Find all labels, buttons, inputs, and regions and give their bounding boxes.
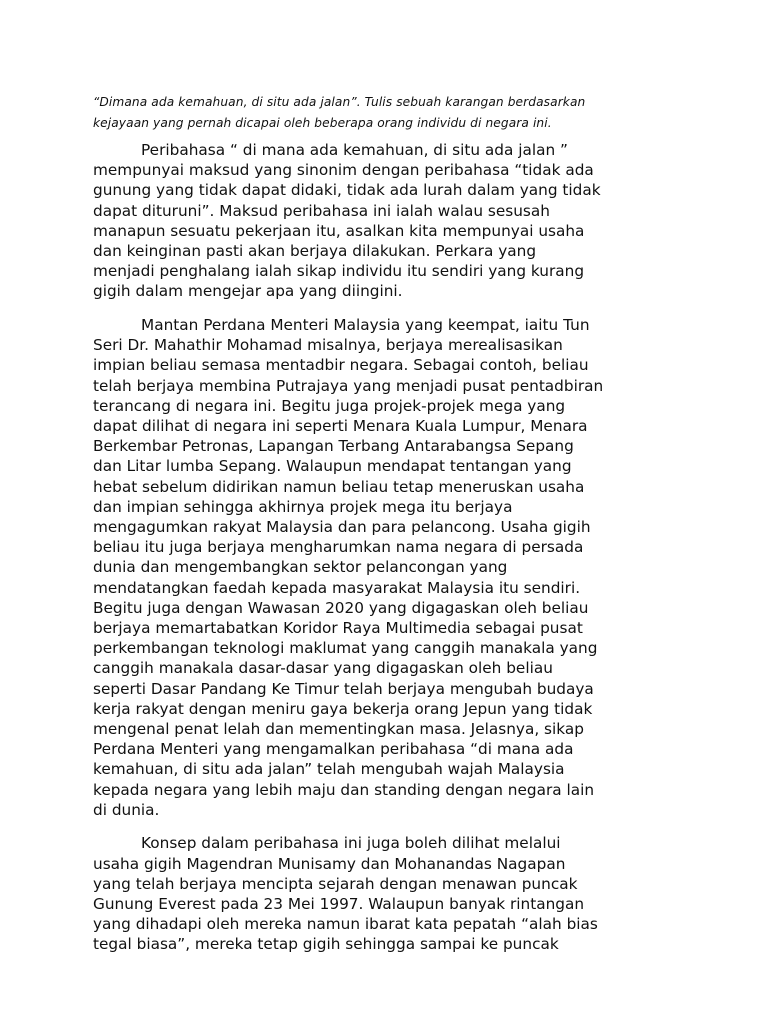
paragraph-line: hebat sebelum didirikan namun beliau tetap meneruskan usaha	[93, 477, 585, 496]
essay-paragraph	[93, 140, 713, 302]
paragraph-line: Seri Dr. Mahathir Mohamad misalnya, berjaya merealisasikan	[93, 336, 563, 355]
paragraph-line: impian beliau semasa mentadbir negara. Sebagai contoh, beliau	[93, 356, 589, 375]
paragraph-line: usaha gigih Magendran Munisamy dan Mohanandas Nagapan	[93, 854, 566, 873]
paragraph-line: dapat dituruni”. Maksud peribahasa ini ialah walau sesusah	[93, 201, 550, 220]
paragraph-line: canggih manakala dasar-dasar yang digagaskan oleh beliau	[93, 659, 553, 678]
paragraph-line: telah berjaya membina Putrajaya yang menjadi pusat pentadbiran	[93, 376, 604, 395]
paragraph-line: kemahuan, di situ ada jalan” telah mengubah wajah Malaysia	[93, 760, 565, 779]
question-line: “Dimana ada kemahuan, di situ ada jalan”. Tulis sebuah karangan berdasarkan	[93, 95, 586, 109]
paragraph-line: Gunung Everest pada 23 Mei 1997. Walaupun banyak rintangan	[93, 894, 585, 913]
paragraph-line: di dunia.	[93, 800, 160, 819]
paragraph-line: mempunyai maksud yang sinonim dengan peribahasa “tidak ada	[93, 161, 594, 180]
paragraph-line: Peribahasa “ di mana ada kemahuan, di situ ada jalan ”	[141, 141, 568, 159]
paragraph-line: gigih dalam mengejar apa yang diingini.	[93, 282, 403, 301]
paragraph-line: tegal biasa”, mereka tetap gigih sehingga sampai ke puncak	[93, 935, 559, 954]
paragraph-line: yang telah berjaya mencipta sejarah dengan menawan puncak	[93, 874, 578, 893]
paragraph-line: berjaya memartabatkan Koridor Raya Multimedia sebagai pusat	[93, 618, 583, 637]
paragraph-line: beliau itu juga berjaya mengharumkan nama negara di persada	[93, 538, 584, 557]
paragraph-line: Mantan Perdana Menteri Malaysia yang keempat, iaitu Tun	[141, 315, 590, 334]
paragraph-line: terancang di negara ini. Begitu juga projek-projek mega yang	[93, 396, 566, 415]
paragraph-line: dan Litar lumba Sepang. Walaupun mendapat tentangan yang	[93, 457, 572, 476]
paragraph-line: Perdana Menteri yang mengamalkan peribahasa “di mana ada	[93, 740, 574, 759]
paragraph-line: Konsep dalam peribahasa ini juga boleh dilihat melalui	[141, 834, 561, 853]
paragraph-line: mengenal penat lelah dan mementingkan masa. Jelasnya, sikap	[93, 719, 584, 738]
question-line: kejayaan yang pernah dicapai oleh beberapa orang individu di negara ini.	[93, 116, 552, 130]
paragraph-line: dan impian sehingga akhirnya projek mega itu berjaya	[93, 497, 513, 516]
paragraph-line: gunung yang tidak dapat didaki, tidak ada lurah dalam yang tidak	[93, 181, 601, 200]
essay-question	[93, 92, 683, 134]
paragraph-line: menjadi penghalang ialah sikap individu itu sendiri yang kurang	[93, 262, 585, 281]
paragraph-line: mendatangkan faedah kepada masyarakat Malaysia itu sendiri.	[93, 578, 581, 597]
paragraph-line: seperti Dasar Pandang Ke Timur telah berjaya mengubah budaya	[93, 679, 594, 698]
paragraph-line: Berkembar Petronas, Lapangan Terbang Antarabangsa Sepang	[93, 437, 574, 456]
paragraph-line: mengagumkan rakyat Malaysia dan para pelancong. Usaha gigih	[93, 517, 591, 536]
essay-paragraph	[93, 833, 713, 954]
paragraph-line: dapat dilihat di negara ini seperti Menara Kuala Lumpur, Menara	[93, 416, 588, 435]
paragraph-line: dunia dan mengembangkan sektor pelancongan yang	[93, 558, 508, 577]
paragraph-line: manapun sesuatu pekerjaan itu, asalkan kita mempunyai usaha	[93, 221, 585, 240]
paragraph-line: yang dihadapi oleh mereka namun ibarat kata pepatah “alah bias	[93, 915, 598, 934]
paragraph-line: kerja rakyat dengan meniru gaya bekerja orang Jepun yang tidak	[93, 699, 593, 718]
essay-body	[93, 140, 713, 968]
paragraph-line: dan keinginan pasti akan berjaya dilakukan. Perkara yang	[93, 242, 537, 261]
paragraph-line: kepada negara yang lebih maju dan standing dengan negara lain	[93, 780, 595, 799]
essay-paragraph	[93, 315, 713, 820]
paragraph-line: perkembangan teknologi maklumat yang canggih manakala yang	[93, 639, 598, 658]
paragraph-line: Begitu juga dengan Wawasan 2020 yang digagaskan oleh beliau	[93, 598, 589, 617]
